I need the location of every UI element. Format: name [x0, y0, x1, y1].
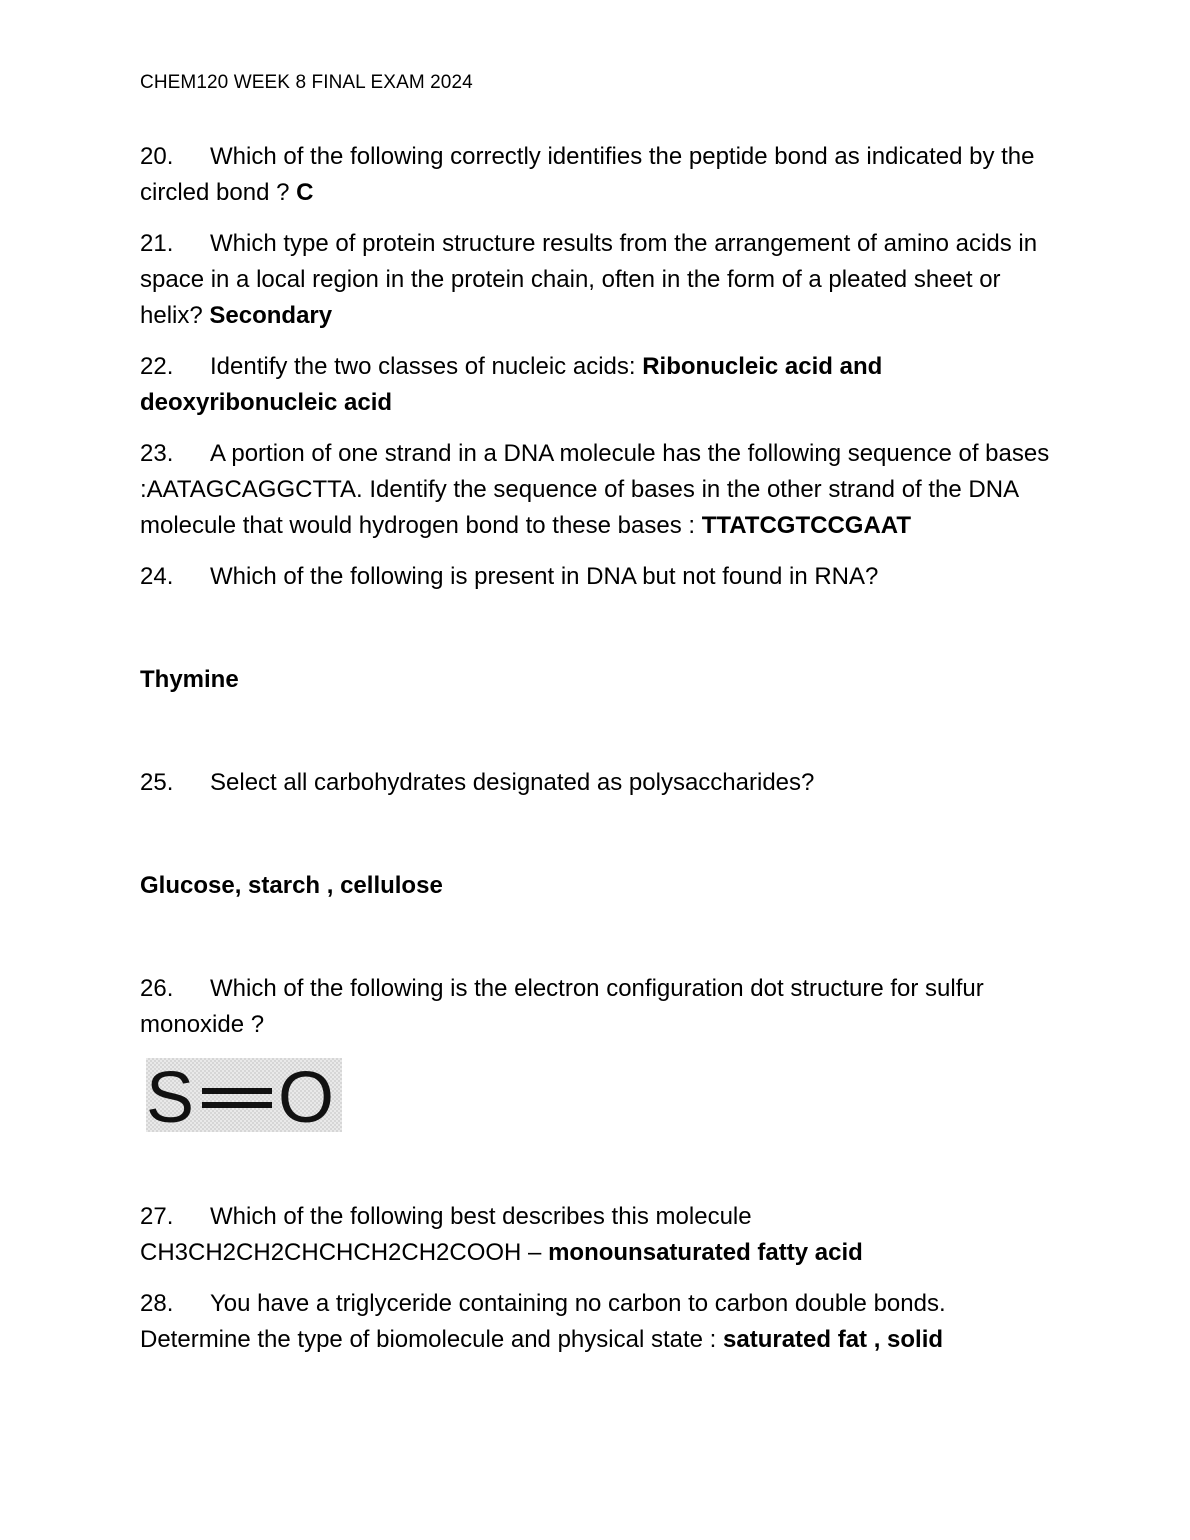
question-23 [140, 436, 1050, 544]
question-text: Which of the following best describes this molecule CH3CH2CH2CHCHCH2CH2COOH – [140, 1203, 752, 1266]
page-header: CHEM120 WEEK 8 FINAL EXAM 2024 [140, 72, 473, 93]
question-text: You have a triglyceride containing no carbon to carbon double bonds. Determine the type of biomolecule and physical state : [140, 1290, 946, 1353]
answer: monounsaturated fatty acid [548, 1239, 863, 1266]
answer: saturated fat , solid [723, 1326, 944, 1353]
question-text: Which of the following is present in DNA but not found in RNA? [210, 563, 879, 590]
question-25 [140, 765, 1050, 801]
double-bond-line-top [202, 1088, 272, 1094]
question-text: Identify the two classes of nucleic acids: [210, 353, 636, 380]
question-22 [140, 349, 1050, 421]
question-number: 26. [140, 975, 174, 1002]
question-27 [140, 1199, 1050, 1271]
question-28 [140, 1286, 1050, 1358]
atom-o-label: O [278, 1058, 335, 1132]
molecule-drawing [146, 1058, 342, 1132]
question-number: 27. [140, 1203, 174, 1230]
question-text: Which of the following correctly identifies the peptide bond as indicated by the circled bond ? [140, 143, 1035, 206]
question-21 [140, 226, 1050, 334]
question-26 [140, 971, 1050, 1043]
question-24 [140, 559, 1050, 595]
double-bond-line-bottom [202, 1102, 272, 1108]
answer-25: Glucose, starch , cellulose [140, 872, 443, 899]
question-number: 20. [140, 143, 174, 170]
question-number: 24. [140, 563, 174, 590]
question-text: Which type of protein structure results from the arrangement of amino acids in space in a local region in the protein chain, often in the form of a pleated sheet or helix? [140, 230, 1038, 329]
question-text: Which of the following is the electron configuration dot structure for sulfur monoxide ? [140, 975, 984, 1038]
answer: C [296, 179, 314, 206]
question-number: 25. [140, 769, 174, 796]
sulfur-monoxide-structure-image [146, 1058, 342, 1132]
answer: Secondary [209, 302, 333, 329]
question-number: 28. [140, 1290, 174, 1317]
question-text: Select all carbohydrates designated as polysaccharides? [210, 769, 815, 796]
question-number: 23. [140, 440, 174, 467]
answer: Ribonucleic acid and deoxyribonucleic acid [140, 353, 883, 416]
question-20 [140, 139, 1050, 211]
question-number: 21. [140, 230, 174, 257]
question-number: 22. [140, 353, 174, 380]
atom-s-label: S [146, 1058, 195, 1132]
answer: TTATCGTCCGAAT [701, 512, 912, 539]
answer-24: Thymine [140, 666, 239, 693]
question-text: A portion of one strand in a DNA molecule has the following sequence of bases :AATAGCAGGCTTA. Identify the sequence of bases in the other strand of the DNA molecule that would hydrogen bond to these bases : [140, 440, 1050, 539]
